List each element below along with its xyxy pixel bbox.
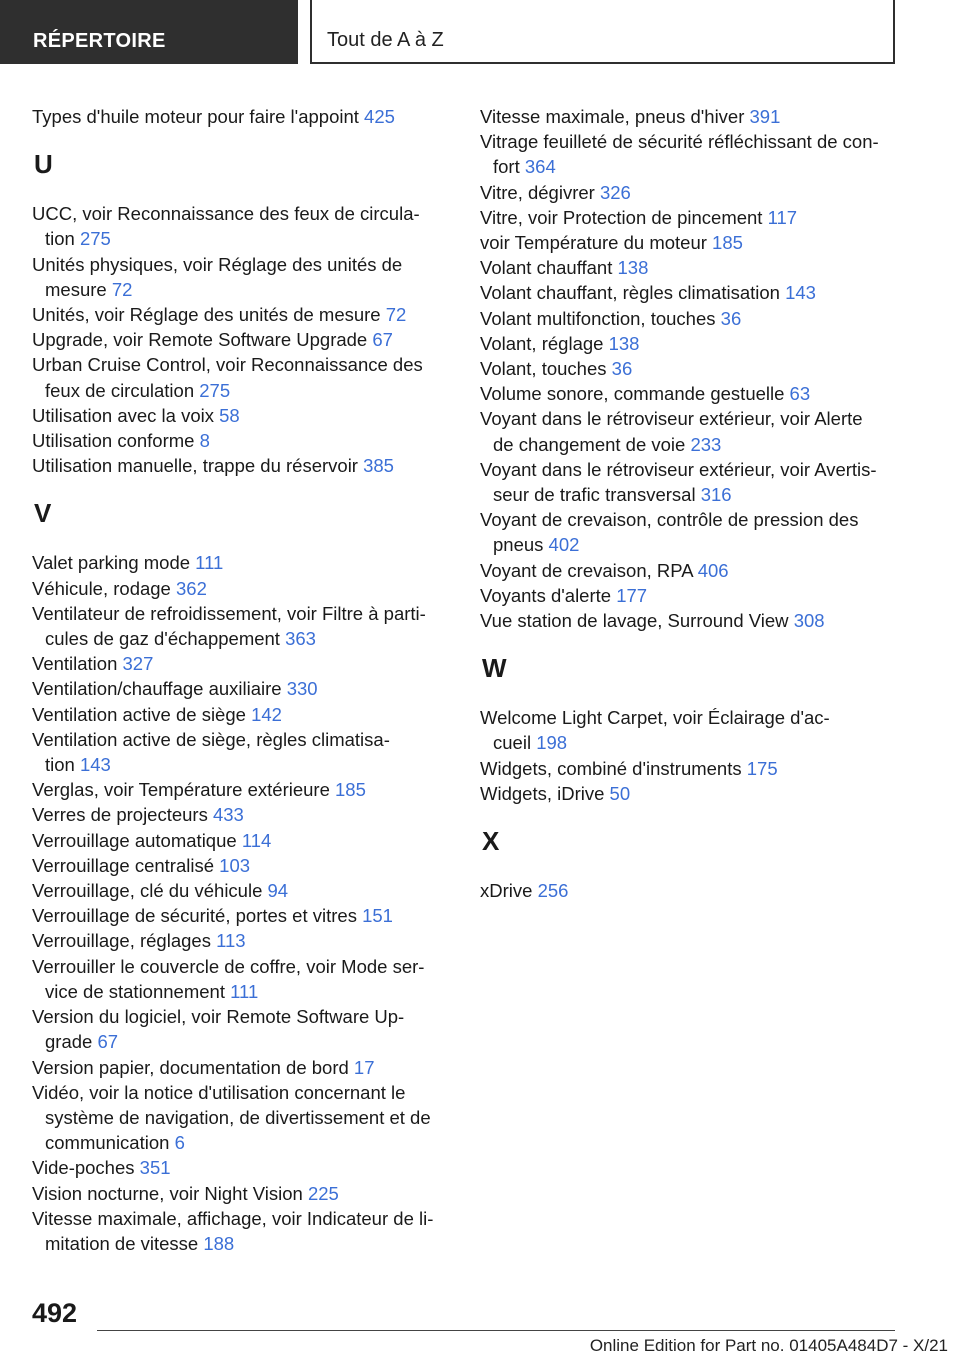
page-header bbox=[0, 0, 960, 66]
page-link[interactable]: 385 bbox=[363, 455, 394, 477]
entry-text: Volant, touches bbox=[480, 358, 607, 380]
entry-text: Version du logiciel, voir Remote Software Up- bbox=[32, 1006, 405, 1028]
index-entry bbox=[32, 601, 452, 651]
entry-text: mesure bbox=[45, 278, 107, 300]
page-link[interactable]: 111 bbox=[195, 552, 224, 574]
page-link[interactable]: 316 bbox=[700, 484, 732, 506]
entry-text: Volant multifonction, touches bbox=[480, 307, 716, 329]
entry-text: UCC, voir Reconnaissance des feux de circula- bbox=[32, 203, 420, 225]
entry-text: Ventilation bbox=[32, 653, 118, 675]
entry-text: grade bbox=[45, 1031, 93, 1053]
entry-text: Véhicule, rodage bbox=[32, 577, 171, 599]
index-entry bbox=[480, 781, 900, 806]
index-entry bbox=[32, 453, 452, 478]
entry-text: Voyant de crevaison, contrôle de pression des bbox=[480, 509, 859, 531]
page-link[interactable]: 6 bbox=[174, 1132, 185, 1154]
entry-text: Unités, voir Réglage des unités de mesure bbox=[32, 304, 381, 326]
page-link[interactable]: 351 bbox=[139, 1157, 171, 1179]
entry-text: xDrive bbox=[480, 880, 533, 902]
index-letter: V bbox=[34, 498, 52, 529]
page-link[interactable]: 143 bbox=[79, 754, 111, 776]
entry-text: Volume sonore, commande gestuelle bbox=[480, 383, 785, 405]
index-entry bbox=[32, 428, 452, 453]
index-letter: U bbox=[34, 149, 53, 180]
index-entry bbox=[480, 356, 900, 381]
page-link[interactable]: 175 bbox=[746, 757, 778, 779]
page-link[interactable]: 143 bbox=[785, 282, 816, 304]
index-entry bbox=[480, 129, 900, 179]
entry-text: Volant, réglage bbox=[480, 332, 604, 354]
index-entry bbox=[32, 104, 452, 129]
index-entry bbox=[480, 306, 900, 331]
index-entry bbox=[480, 205, 900, 230]
page-link[interactable]: 94 bbox=[267, 880, 289, 902]
entry-text: Ventilateur de refroidissement, voir Filtre à parti- bbox=[32, 602, 426, 624]
page-link[interactable]: 177 bbox=[616, 584, 648, 606]
edition-footer: Online Edition for Part no. 01405A484D7 - X/21 bbox=[589, 1336, 948, 1355]
subsection-tab[interactable]: Tout de A à Z bbox=[310, 0, 895, 64]
page-link[interactable]: 327 bbox=[122, 653, 154, 675]
index-entry bbox=[480, 255, 900, 280]
index-entry bbox=[32, 777, 452, 802]
index-entry bbox=[480, 331, 900, 356]
entry-text: Verrouillage centralisé bbox=[32, 854, 215, 876]
index-entry bbox=[32, 802, 452, 827]
entry-text: Version papier, documentation de bord bbox=[32, 1056, 349, 1078]
page-link[interactable]: 72 bbox=[385, 304, 407, 326]
page-link[interactable]: 17 bbox=[353, 1056, 375, 1078]
page-link[interactable]: 433 bbox=[212, 804, 244, 826]
entry-text: Vitesse maximale, affichage, voir Indicateur de li- bbox=[32, 1207, 434, 1229]
entry-text: Volant chauffant bbox=[480, 257, 613, 279]
index-column-right bbox=[480, 104, 900, 903]
entry-text: feux de circulation bbox=[45, 379, 195, 401]
page-link[interactable]: 225 bbox=[307, 1182, 339, 1204]
footer-divider bbox=[97, 1330, 895, 1331]
entry-text: Unités physiques, voir Réglage des unités de bbox=[32, 253, 403, 275]
entry-text: Vue station de lavage, Surround View bbox=[480, 610, 789, 632]
page-link[interactable]: 363 bbox=[285, 628, 316, 650]
entry-text: vice de stationnement bbox=[45, 980, 225, 1002]
index-entry bbox=[32, 576, 452, 601]
entry-text: Widgets, combiné d'instruments bbox=[480, 757, 742, 779]
entry-text: Voyant dans le rétroviseur extérieur, voir Alerte bbox=[480, 408, 863, 430]
entry-text: mitation de vitesse bbox=[45, 1232, 199, 1254]
index-entry bbox=[32, 853, 452, 878]
index-entry bbox=[480, 878, 900, 903]
entry-text: Urban Cruise Control, voir Reconnaissance des bbox=[32, 354, 423, 376]
entry-text: système de navigation, de divertissement et de bbox=[45, 1106, 431, 1128]
index-entry bbox=[32, 903, 452, 928]
page-link[interactable]: 36 bbox=[720, 307, 742, 329]
entry-text: Voyant de crevaison, RPA bbox=[480, 559, 693, 581]
page-link[interactable]: 185 bbox=[712, 232, 743, 254]
page-link[interactable]: 67 bbox=[97, 1031, 119, 1053]
index-entry bbox=[32, 878, 452, 903]
index-entry bbox=[32, 1004, 452, 1054]
index-entry bbox=[480, 406, 900, 456]
entry-text: Vitre, dégivrer bbox=[480, 181, 595, 203]
entry-text: fort bbox=[493, 156, 520, 178]
entry-text: seur de trafic transversal bbox=[493, 484, 696, 506]
index-entry bbox=[32, 702, 452, 727]
index-entry bbox=[32, 201, 452, 251]
index-letter: X bbox=[482, 826, 500, 857]
index-entry bbox=[32, 676, 452, 701]
index-entry bbox=[480, 583, 900, 608]
entry-text: Utilisation manuelle, trappe du réservoir bbox=[32, 455, 358, 477]
index-entry bbox=[480, 280, 900, 305]
entry-text: Utilisation avec la voix bbox=[32, 404, 214, 426]
page-link[interactable]: 50 bbox=[609, 782, 631, 804]
entry-text: Widgets, iDrive bbox=[480, 782, 605, 804]
entry-text: Verrouillage de sécurité, portes et vitres bbox=[32, 905, 357, 927]
entry-text: voir Température du moteur bbox=[480, 232, 707, 254]
entry-text: Verrouillage automatique bbox=[32, 829, 237, 851]
entry-text: Voyants d'alerte bbox=[480, 584, 612, 606]
index-entry bbox=[32, 651, 452, 676]
page-number: 492 bbox=[32, 1298, 78, 1328]
page-link[interactable]: 138 bbox=[608, 332, 640, 354]
entry-text: Types d'huile moteur pour faire l'appoint bbox=[32, 106, 359, 127]
entry-text: communication bbox=[45, 1132, 170, 1154]
entry-text: Verrouillage, réglages bbox=[32, 930, 211, 952]
section-tab[interactable]: RÉPERTOIRE bbox=[0, 0, 298, 64]
page-link[interactable]: 67 bbox=[372, 329, 393, 351]
page-link[interactable]: 233 bbox=[690, 433, 722, 455]
page-link[interactable]: 103 bbox=[219, 854, 251, 876]
entry-text: Volant chauffant, règles climatisation bbox=[480, 282, 780, 304]
index-entry bbox=[480, 507, 900, 557]
page-link[interactable]: 425 bbox=[364, 106, 395, 127]
page-link[interactable]: 72 bbox=[111, 278, 133, 300]
entry-text: cueil bbox=[493, 732, 532, 754]
page-link[interactable]: 256 bbox=[537, 880, 569, 902]
page-link[interactable]: 185 bbox=[335, 779, 366, 801]
index-entry bbox=[480, 756, 900, 781]
index-entry bbox=[32, 954, 452, 1004]
entry-text: tion bbox=[45, 754, 75, 776]
page-link[interactable]: 330 bbox=[286, 678, 318, 700]
page-link[interactable]: 275 bbox=[79, 228, 111, 250]
index-entry bbox=[32, 1055, 452, 1080]
page-link[interactable]: 142 bbox=[251, 703, 282, 725]
entry-text: Vitrage feuilleté de sécurité réfléchissant de con- bbox=[480, 131, 879, 153]
index-entry bbox=[480, 705, 900, 755]
index-entry bbox=[32, 327, 452, 352]
index-entry bbox=[32, 352, 452, 402]
entry-text: Upgrade, voir Remote Software Upgrade bbox=[32, 329, 368, 351]
index-entry bbox=[32, 550, 452, 575]
page-link[interactable]: 58 bbox=[219, 404, 240, 426]
page-link[interactable]: 63 bbox=[789, 383, 811, 405]
page-link[interactable]: 188 bbox=[203, 1232, 235, 1254]
page-link[interactable]: 113 bbox=[216, 930, 246, 952]
index-entry bbox=[32, 403, 452, 428]
page-link[interactable]: 326 bbox=[599, 181, 631, 203]
entry-text: cules de gaz d'échappement bbox=[45, 628, 280, 650]
index-entry bbox=[32, 1206, 452, 1256]
index-entry bbox=[480, 230, 900, 255]
page-link[interactable]: 362 bbox=[176, 577, 207, 599]
index-entry bbox=[32, 727, 452, 777]
entry-text: Ventilation active de siège, règles climatisa- bbox=[32, 728, 390, 750]
entry-text: Vide-poches bbox=[32, 1157, 135, 1179]
index-entry bbox=[32, 1181, 452, 1206]
index-entry bbox=[480, 457, 900, 507]
entry-text: tion bbox=[45, 228, 75, 250]
entry-text: de changement de voie bbox=[493, 433, 686, 455]
index-letter: W bbox=[482, 653, 507, 684]
entry-text: Valet parking mode bbox=[32, 552, 191, 574]
index-entry bbox=[480, 180, 900, 205]
index-entry bbox=[32, 302, 452, 327]
entry-text: Voyant dans le rétroviseur extérieur, voir Avertis- bbox=[480, 458, 877, 480]
index-entry bbox=[32, 828, 452, 853]
entry-text: Vidéo, voir la notice d'utilisation concernant le bbox=[32, 1081, 406, 1103]
page-link[interactable]: 391 bbox=[749, 106, 781, 127]
index-entry bbox=[32, 928, 452, 953]
entry-text: Utilisation conforme bbox=[32, 430, 195, 452]
page-link[interactable]: 8 bbox=[199, 430, 210, 452]
index-column-left bbox=[32, 104, 452, 1256]
entry-text: pneus bbox=[493, 534, 544, 556]
page-link[interactable]: 114 bbox=[241, 829, 272, 851]
page-link[interactable]: 406 bbox=[697, 559, 729, 581]
page-link[interactable]: 36 bbox=[611, 358, 633, 380]
page-link[interactable]: 117 bbox=[767, 206, 798, 228]
entry-text: Verglas, voir Température extérieure bbox=[32, 779, 330, 801]
page-link[interactable]: 138 bbox=[617, 257, 649, 279]
index-entry bbox=[32, 1080, 452, 1156]
entry-text: Welcome Light Carpet, voir Éclairage d'ac- bbox=[480, 707, 830, 729]
page-link[interactable]: 308 bbox=[793, 610, 825, 632]
page-link[interactable]: 275 bbox=[199, 379, 231, 401]
page-link[interactable]: 151 bbox=[362, 905, 393, 927]
page-link[interactable]: 111 bbox=[230, 980, 259, 1002]
page-link[interactable]: 198 bbox=[536, 732, 568, 754]
entry-text: Vitesse maximale, pneus d'hiver bbox=[480, 106, 745, 127]
entry-text: Ventilation active de siège bbox=[32, 703, 246, 725]
entry-text: Ventilation/chauffage auxiliaire bbox=[32, 678, 282, 700]
entry-text: Vitre, voir Protection de pincement bbox=[480, 206, 763, 228]
index-entry bbox=[480, 381, 900, 406]
index-entry bbox=[32, 1155, 452, 1180]
page-link[interactable]: 364 bbox=[524, 156, 556, 178]
index-entry bbox=[480, 558, 900, 583]
index-entry bbox=[480, 104, 900, 129]
index-entry bbox=[32, 252, 452, 302]
entry-text: Verrouiller le couvercle de coffre, voir Mode ser- bbox=[32, 955, 425, 977]
entry-text: Vision nocturne, voir Night Vision bbox=[32, 1182, 303, 1204]
entry-text: Verres de projecteurs bbox=[32, 804, 208, 826]
index-entry bbox=[480, 608, 900, 633]
page-link[interactable]: 402 bbox=[548, 534, 580, 556]
entry-text: Verrouillage, clé du véhicule bbox=[32, 880, 263, 902]
